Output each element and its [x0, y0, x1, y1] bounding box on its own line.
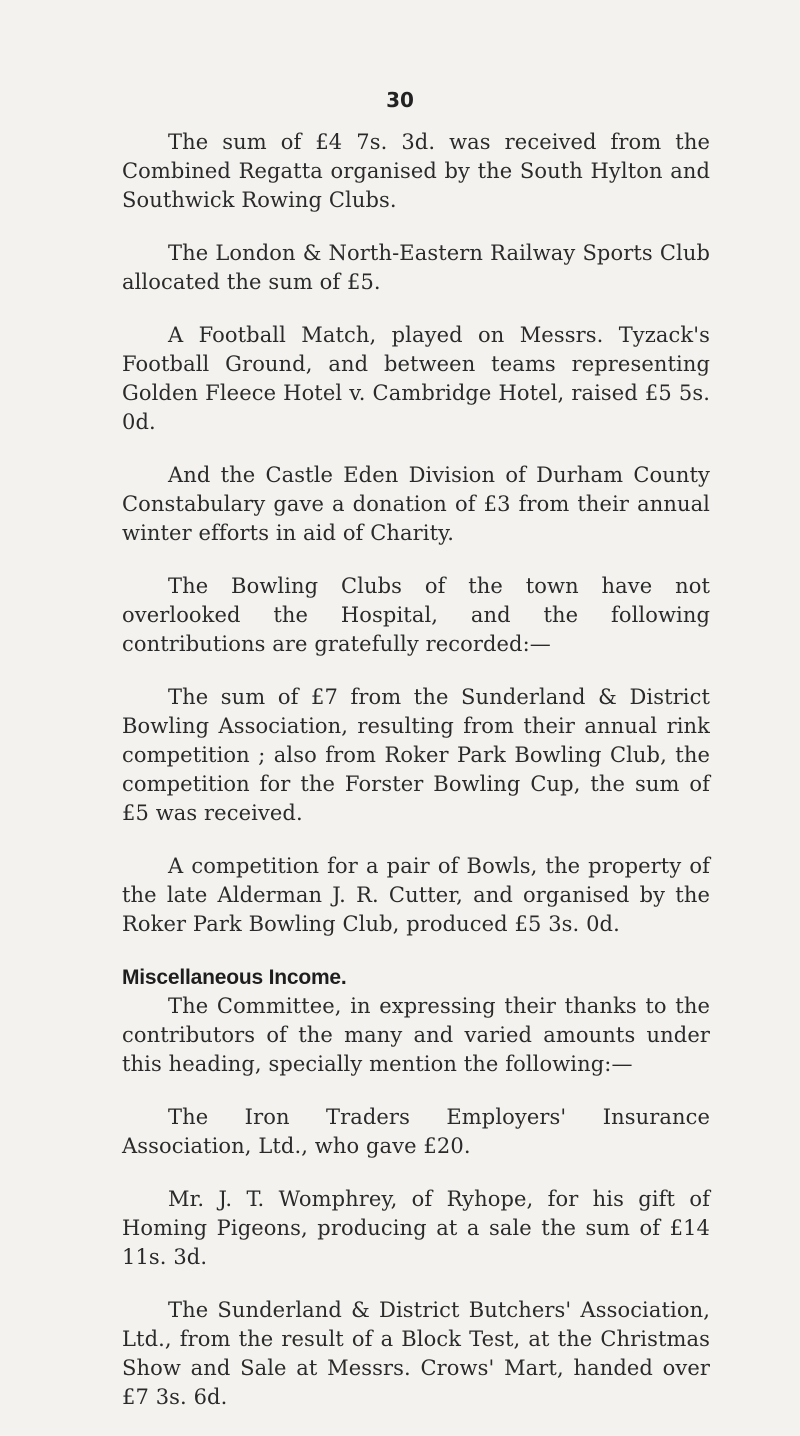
page-number: 30 [386, 88, 414, 112]
paragraph-bowls-competition: A competition for a pair of Bowls, the property of the late Alderman J. R. Cutter, and organised by the Roker Park Bowling Club, produced £5 3s. 0d. [122, 854, 710, 936]
paragraph-constabulary: And the Castle Eden Division of Durham County Constabulary gave a donation of £3 from their annual winter efforts in aid of Charity. [122, 463, 710, 545]
paragraph-regatta: The sum of £4 7s. 3d. was received from the Combined Regatta organised by the South Hylton and Southwick Rowing Clubs. [122, 130, 710, 212]
paragraph-butchers-association: The Sunderland & District Butchers' Association, Ltd., from the result of a Block Test, at the Christmas Show and Sale at Messrs. Crows' Mart, handed over £7 3s. 6d. [122, 1298, 710, 1409]
paragraph-iron-traders: The Iron Traders Employers' Insurance Association, Ltd., who gave £20. [122, 1105, 710, 1158]
section-heading-miscellaneous-income: Miscellaneous Income. [122, 966, 347, 989]
paragraph-womphrey: Mr. J. T. Womphrey, of Ryhope, for his gift of Homing Pigeons, producing at a sale the sum of £14 11s. 3d. [122, 1187, 710, 1269]
page-body [122, 128, 710, 1436]
paragraph-railway-sports-club: The London & North-Eastern Railway Sports Club allocated the sum of £5. [122, 241, 710, 294]
paragraph-bowling-association: The sum of £7 from the Sunderland & District Bowling Association, resulting from their annual rink competition ; also from Roker Park Bowling Club, the competition for the Forster Bowling Cup, the sum of £5 was received. [122, 685, 710, 825]
paragraph-bowling-clubs: The Bowling Clubs of the town have not overlooked the Hospital, and the following contributions are gratefully recorded:— [122, 574, 710, 656]
paragraph-football-match: A Football Match, played on Messrs. Tyzack's Football Ground, and between teams representing Golden Fleece Hotel v. Cambridge Hotel, raised £5 5s. 0d. [122, 323, 710, 434]
paragraph-misc-intro: The Committee, in expressing their thanks to the contributors of the many and varied amounts under this heading, specially mention the following:— [122, 994, 710, 1076]
